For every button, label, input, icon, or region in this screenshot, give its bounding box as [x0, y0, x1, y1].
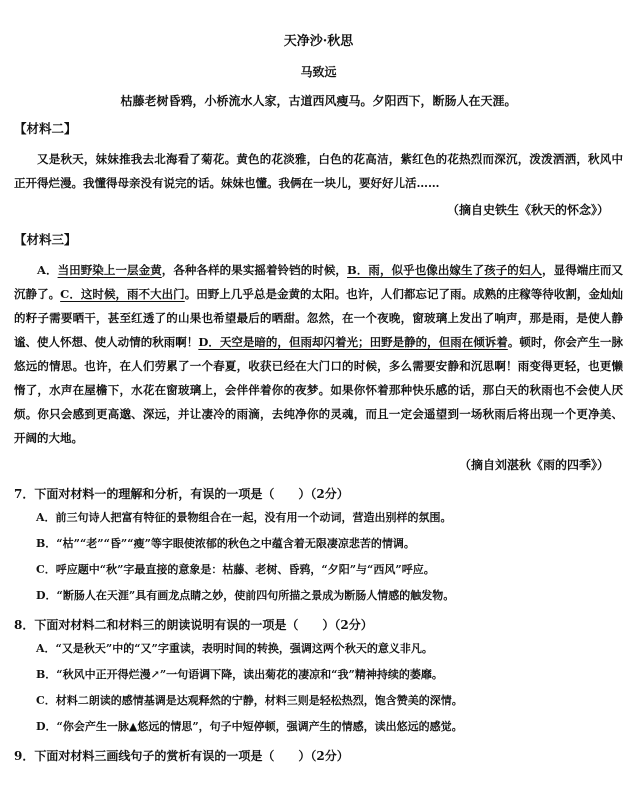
poem-body: 枯藤老树昏鸦，小桥流水人家，古道西风瘦马。夕阳西下，断肠人在天涯。: [120, 94, 517, 108]
text-segment: ，显得端庄而又沉静了。: [14, 263, 624, 301]
text-segment: ，各种各样的果实摇着铃铛的时候，: [161, 263, 348, 277]
question-8-stem: 8．下面对材料二和材料三的朗读说明有误的一项是（ ）（2分）: [14, 618, 373, 632]
marker-a: A．: [37, 263, 58, 277]
material2-source: （摘自史铁生《秋天的怀念》）: [446, 203, 609, 217]
question-7-option-c: C．呼应题中“秋”字最直接的意象是：枯藤、老树、昏鸦，“夕阳”与“西风”呼应。: [36, 563, 435, 576]
underlined-sentence-c: C．这时候，雨不大出门: [60, 287, 185, 301]
material3-text: [14, 258, 623, 450]
question-8-option-d: D．“你会产生一脉▲悠远的情思”，句子中短停顿，强调产生的情感，读出悠远的感觉。: [36, 720, 463, 733]
question-8-option-a: A．“又是秋天”中的“又”字重读，表明时间的转换，强调这两个秋天的意义非凡。: [36, 642, 433, 655]
material2-heading: 【材料二】: [14, 121, 77, 136]
text-segment: 。顿时，你会产生一脉悠远的情思。也许，在人们劳累了一个春夏，收获已经在大门口的时候，多么需要安静和沉思啊！雨变得更轻，也更懒惰了，水声在屋檐下，水花在窗玻璃上，会伴伴着你的夜梦。如果你怀着那种快乐感的话，那白天的秋雨也不会使人厌烦。你只会感到更高邈、深远，并让凄冷的雨滴，去纯净你的灵魂，而且一定会遥望到一场秋雨后将出现一个更净美、开阔的大地。: [14, 335, 623, 445]
text-segment: 。田野上几乎总是金黄的太阳。也许，人们都忘记了雨。成熟的庄稼等待收割，金灿灿的籽子需要晒干，甚至红透了的山果也希望最后的晒甜。忽然，在一个夜晚，窗玻璃上发出了响声，那是雨，是使人静谧、使人怀想、使人动情的秋雨啊！: [14, 287, 624, 349]
question-7-option-a: A．前三句诗人把富有特征的景物组合在一起，没有用一个动词，营造出别样的氛围。: [36, 511, 452, 524]
question-8-option-c: C．材料二朗读的感情基调是达观释然的宁静，材料三则是轻松热烈，饱含赞美的深情。: [36, 694, 463, 707]
underlined-sentence-a: 当田野染上一层金黄: [57, 263, 162, 277]
material3-heading: 【材料三】: [14, 232, 77, 247]
underlined-sentence-b: B．雨，似乎也像出嫁生了孩子的妇人: [347, 263, 543, 277]
question-8-option-b: B．“秋风中正开得烂漫↗”一句语调下降，读出菊花的凄凉和“我”精神持续的萎靡。: [36, 668, 443, 681]
material2-text: 又是秋天，妹妹推我去北海看了菊花。黄色的花淡雅，白色的花高洁，紫红色的花热烈而深沉，泼泼洒洒，秋风中正开得烂漫。我懂得母亲没有说完的话。妹妹也懂。我俩在一块儿，要好好儿活……: [14, 152, 623, 190]
question-7-stem: 7．下面对材料一的理解和分析，有误的一项是（ ）（2分）: [14, 487, 349, 501]
underlined-sentence-d: D．天空是暗的，但雨却闪着光；田野是静的，但雨在倾诉着: [198, 335, 508, 349]
material3-source: （摘自刘湛秋《雨的四季》）: [458, 458, 609, 472]
poem-author: 马致远: [300, 65, 337, 79]
poem-title: 天净沙·秋思: [283, 34, 354, 49]
question-9-stem: 9．下面对材料三画线句子的赏析有误的一项是（ ）（2分）: [14, 749, 349, 763]
question-7-option-b: B．“枯”“老”“昏”“瘦”等字眼使浓郁的秋色之中蕴含着无限凄凉悲苦的情调。: [36, 537, 415, 550]
question-7-option-d: D．“断肠人在天涯”具有画龙点睛之妙，使前四句所描之景成为断肠人情感的触发物。: [36, 589, 455, 602]
